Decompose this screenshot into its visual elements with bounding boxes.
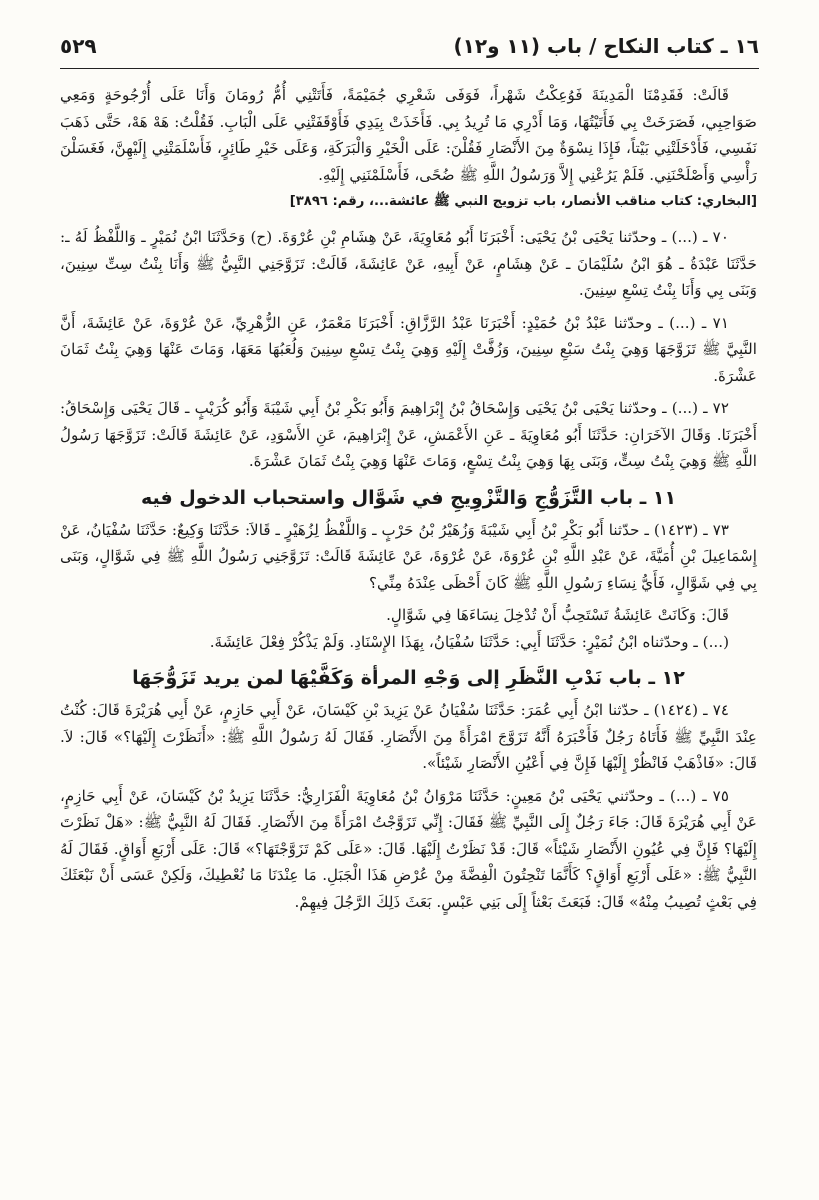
- chapter-heading-11: ١١ ـ باب التَّزَوُّجِ وَالتَّزْوِيجِ في شَوَّال واستحباب الدخول فيه: [140, 486, 677, 509]
- source-reference: [البخاري: كتاب مناقب الأنصار، باب تزويج النبي ﷺ عائشة...، رقم: ٣٨٩٦]: [289, 194, 757, 209]
- hadith-71: ٧١ ـ (...) ـ وحدّثنا عَبْدُ بْنُ حُمَيْدٍ: أَخْبَرَنَا عَبْدُ الرَّزَّاقِ: أَخْبَرَنَا مَعْمَرٌ، عَنِ الزُّهْرِيِّ، عَنْ عُرْوَةَ، عَنْ عَائِشَةَ، أَنَّ النَّبِيَّ ﷺ تَزَوَّجَهَا وَهِيَ بِنْتُ سَبْعِ سِنِينَ، وَزُفَّتْ إِلَيْهِ وَهِيَ بِنْتُ تِسْعِ سِنِينَ وَلُعَبُهَا مَعَهَا، وَمَاتَ عَنْهَا وَهِيَ بِنْتُ ثَمَانَ عَشْرَةَ.: [60, 313, 757, 385]
- chapter-heading-12: ١٢ ـ باب نَدْبِ النَّظَرِ إلى وَجْهِ المرأة وَكَفَّيْهَا لمن يريد تَزَوُّجَهَا: [132, 667, 685, 689]
- page-number: ٥٢٩: [60, 34, 97, 58]
- header-divider: [60, 68, 759, 69]
- hadith-72: ٧٢ ـ (...) ـ وحدّثنا يَحْيَى بْنُ يَحْيَى وَإِسْحَاقُ بْنُ إِبْرَاهِيمَ وَأَبُو بَكْرِ بْنُ أَبِي شَيْبَةَ وَأَبُو كُرَيْبٍ ـ قَالَ يَحْيَى وَإِسْحَاقُ: أَخْبَرَنَا. وَقَالَ الآخَرَانِ: حَدَّثَنَا أَبُو مُعَاوِيَةَ ـ عَنِ الأَعْمَشِ، عَنْ إِبْرَاهِيمَ، عَنِ الأَسْوَدِ، عَنْ عَائِشَةَ قَالَتْ: تَزَوَّجَهَا رَسُولُ اللَّهِ ﷺ وَهِيَ بِنْتُ سِتٍّ، وَبَنَى بِهَا وَهِيَ بِنْتُ تِسْعٍ، وَمَاتَ عَنْهَا وَهِيَ بِنْتُ ثَمَانَ عَشْرَةَ.: [60, 399, 757, 470]
- hadith-73-chain: (...) ـ وحدّثناه ابْنُ نُمَيْرٍ: حَدَّثَنَا أَبِي: حَدَّثَنَا سُفْيَانُ، بِهَذَا الإِسْنَادِ. وَلَمْ يَذْكُرْ فِعْلَ عَائِشَةَ.: [209, 632, 729, 651]
- hadith-73: ٧٣ ـ (١٤٢٣) ـ حدّثنا أَبُو بَكْرِ بْنُ أَبِي شَيْبَةَ وَزُهَيْرُ بْنُ حَرْبٍ ـ وَاللَّفْظُ لِزُهَيْرٍ ـ قَالاَ: حَدَّثَنَا وَكِيعٌ: حَدَّثَنَا سُفْيَانُ، عَنْ إِسْمَاعِيلَ بْنِ أُمَيَّةَ، عَنْ عَبْدِ اللَّهِ بْنِ عُرْوَةَ، عَنْ عُرْوَةَ، عَنْ عَائِشَةَ قَالَتْ: تَزَوَّجَنِي رَسُولُ اللَّهِ ﷺ فِي شَوَّالٍ، وَبَنَى بِي فِي شَوَّالٍ، فَأَيُّ نِسَاءِ رَسُولِ اللَّهِ ﷺ كَانَ أَحْظَى عِنْدَهُ مِنِّي؟: [60, 520, 757, 592]
- hadith-continuation: قَالَتْ: فَقَدِمْنَا الْمَدِينَةَ فَوُعِكْتُ شَهْراً، فَوَفَى شَعْرِي جُمَيْمَةً، فَأَتَتْنِي أُمُّ رُومَانَ وَأَنَا عَلَى أُرْجُوحَةٍ وَمَعِي صَوَاحِبِي، فَصَرَخَتْ بِي فَأَتَيْتُهَا، وَمَا أَدْرِي مَا تُرِيدُ بِي. فَأَخَذَتْ بِيَدِي فَأَوْقَفَتْنِي عَلَى الْبَابِ. فَقُلْتُ: هَهْ هَهْ، حَتَّى ذَهَبَ نَفَسِي، فَأَدْخَلَتْنِي بَيْتاً، فَإِذَا نِسْوَةٌ مِنَ الأَنْصَارِ فَقُلْنَ: عَلَى الْخَيْرِ وَالْبَرَكَةِ، وَعَلَى خَيْرِ طَائِرٍ، فَأَسْلَمَتْنِي إِلَيْهِنَّ، فَغَسَلْنَ رَأْسِي وَأَصْلَحْنَنِي. فَلَمْ يَرُعْنِي إِلاَّ وَرَسُولُ اللَّهِ ﷺ ضُحًى، فَأَسْلَمْنَنِي إِلَيْهِ.: [60, 86, 757, 184]
- page-header: [60, 28, 759, 64]
- hadith-75: ٧٥ ـ (...) ـ وحدّثني يَحْيَى بْنُ مَعِينٍ: حَدَّثَنَا مَرْوَانُ بْنُ مُعَاوِيَةَ الْفَزَارِيُّ: حَدَّثَنَا يَزِيدُ بْنُ كَيْسَانَ، عَنْ أَبِي حَازِمٍ، عَنْ أَبِي هُرَيْرَةَ قَالَ: جَاءَ رَجُلٌ إِلَى النَّبِيِّ ﷺ فَقَالَ: إِنِّي تَزَوَّجْتُ امْرَأَةً مِنَ الأَنْصَارِ. فَقَالَ لَهُ النَّبِيُّ ﷺ: «هَلْ نَظَرْتَ إِلَيْهَا؟ فَإِنَّ فِي عُيُونِ الأَنْصَارِ شَيْئاً» قَالَ: قَدْ نَظَرْتُ إِلَيْهَا. قَالَ: «عَلَى كَمْ تَزَوَّجْتَهَا؟» قَالَ: عَلَى أَرْبَعِ أَوَاقٍ. فَقَالَ لَهُ النَّبِيُّ ﷺ: «عَلَى أَرْبَعِ أَوَاقٍ؟ كَأَنَّمَا تَنْحِتُونَ الْفِضَّةَ مِنْ عُرْضِ هَذَا الْجَبَلِ. مَا عِنْدَنَا مَا نُعْطِيكَ، وَلَكِنْ عَسَى أَنْ نَبْعَثَكَ فِي بَعْثٍ تُصِيبُ مِنْهُ» قَالَ: فَبَعَثَ بَعْثاً إِلَى بَنِي عَبْسٍ. بَعَثَ ذَلِكَ الرَّجُلَ فِيهِمْ.: [60, 786, 757, 911]
- hadith-70: ٧٠ ـ (...) ـ وحدّثنا يَحْيَى بْنُ يَحْيَى: أَخْبَرَنَا أَبُو مُعَاوِيَةَ، عَنْ هِشَامِ بْنِ عُرْوَةَ. (ح) وَحَدَّثَنَا ابْنُ نُمَيْرٍ ـ وَاللَّفْظُ لَهُ ـ: حَدَّثَنَا عَبْدَةُ ـ هُوَ ابْنُ سُلَيْمَانَ ـ عَنْ هِشَامٍ، عَنْ أَبِيهِ، عَنْ عَائِشَةَ، قَالَتْ: تَزَوَّجَنِي النَّبِيُّ ﷺ وَأَنَا بِنْتُ سِتِّ سِنِينَ، وَبَنَى بِي وَأَنَا بِنْتُ تِسْعِ سِنِينَ.: [60, 228, 757, 299]
- hadith-73-note: قَالَ: وَكَانَتْ عَائِشَةُ تَسْتَحِبُّ أَنْ تُدْخِلَ نِسَاءَهَا فِي شَوَّالٍ.: [386, 606, 729, 624]
- running-title: ١٦ ـ كتاب النكاح / باب (١١ و١٢): [453, 34, 759, 58]
- page-body: [60, 82, 757, 915]
- hadith-74: ٧٤ ـ (١٤٢٤) ـ حدّثنا ابْنُ أَبِي عُمَرَ: حَدَّثَنَا سُفْيَانُ عَنْ يَزِيدَ بْنِ كَيْسَانَ، عَنْ أَبِي حَازِمٍ، عَنْ أَبِي هُرَيْرَةَ قَالَ: كُنْتُ عِنْدَ النَّبِيِّ ﷺ فَأَتَاهُ رَجُلٌ فَأَخْبَرَهُ أَنَّهُ تَزَوَّجَ امْرَأَةً مِنَ الأَنْصَارِ. فَقَالَ لَهُ رَسُولُ اللَّهِ ﷺ: «أَنَظَرْتَ إِلَيْهَا؟» قَالَ: لاَ. قَالَ: «فَاذْهَبْ فَانْظُرْ إِلَيْهَا فَإِنَّ فِي أَعْيُنِ الأَنْصَارِ شَيْئاً».: [60, 701, 757, 772]
